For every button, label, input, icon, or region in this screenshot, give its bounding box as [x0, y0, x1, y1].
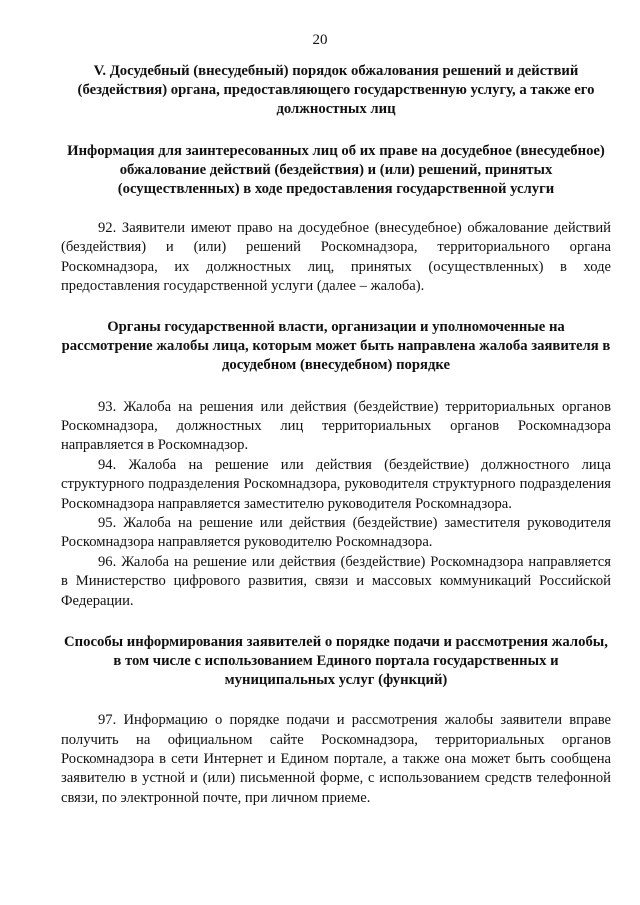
paragraph-97: 97. Информацию о порядке подачи и рассмотрения жалобы заявители вправе получить на официальном сайте Роскомнадзора, территориальных органов Роскомнадзора в сети Интернет и Едином портале, а также она может быть сообщена заявителю в устной и (или) письменной форме, с использованием средств телефонной связи, по электронной почте, при личном приеме. — [61, 712, 611, 806]
paragraph-94: 94. Жалоба на решение или действия (бездействие) должностного лица структурного подразделения Роскомнадзора, руководителя структурного подразделения Роскомнадзора направляется заместителю руководителя Роскомнадзора. — [61, 456, 611, 512]
subheading-authorities: Органы государственной власти, организации и уполномоченные на рассмотрение жалобы лица, которым может быть направлена жалоба заявителя в досудебном (внесудебном) порядке — [61, 318, 611, 373]
paragraph-92: 92. Заявители имеют право на досудебное (внесудебное) обжалование действий (бездействия) и (или) решений Роскомнадзора, территориального органа Роскомнадзора, их должностных лиц, принятых (осуществленных) в ходе предоставления государственной услуги (далее – жалоба). — [61, 220, 611, 295]
subheading-appeal-rights: Информация для заинтересованных лиц об их праве на досудебное (внесудебное) обжалование действий (бездействия) и (или) решений, принятых (осуществленных) в ходе предоставления государственной услуги — [67, 143, 605, 197]
paragraph-95: 95. Жалоба на решение или действия (бездействие) заместителя руководителя Роскомнадзора направляется руководителю Роскомнадзора. — [61, 515, 611, 551]
paragraph-96: 96. Жалоба на решение или действия (бездействие) Роскомнадзора направляется в Министерство цифрового развития, связи и массовых коммуникаций Российской Федерации. — [61, 553, 611, 609]
section-heading: V. Досудебный (внесудебный) порядок обжалования решений и действий (бездействия) органа, предоставляющего государственную услугу, а также его должностных лиц — [77, 63, 595, 117]
page-content — [61, 62, 611, 808]
paragraph-93: 93. Жалоба на решения или действия (бездействие) территориальных органов Роскомнадзора, должностных лиц территориальных органов Роскомнадзора направляется в Роскомнадзор. — [61, 398, 611, 454]
page-number: 20 — [312, 32, 328, 48]
subheading-information-methods: Способы информирования заявителей о порядке подачи и рассмотрения жалобы, в том числе с использованием Единого портала государственных и муниципальных услуг (функций) — [64, 634, 608, 689]
